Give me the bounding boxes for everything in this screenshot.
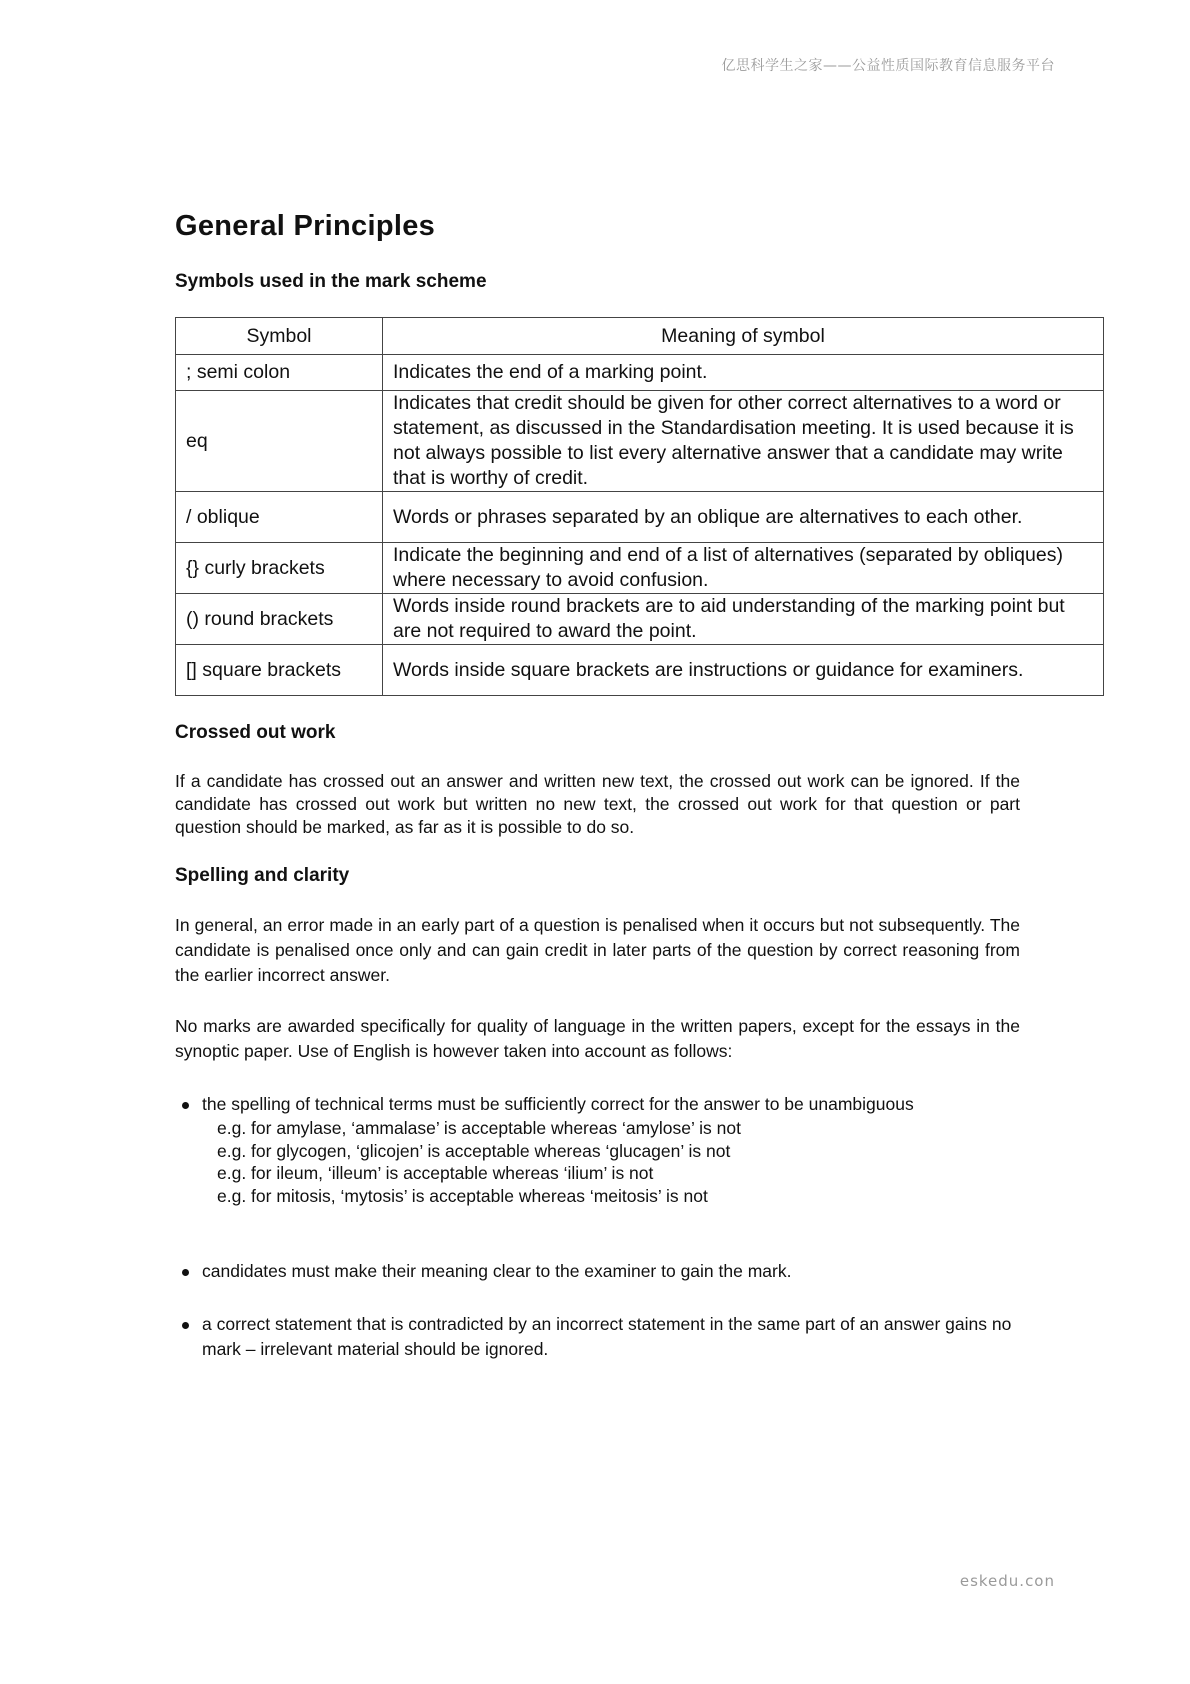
example-line: e.g. for ileum, ‘illeum’ is acceptable whereas ‘ilium’ is not bbox=[217, 1163, 654, 1183]
spelling-paragraph-2: No marks are awarded specifically for quality of language in the written papers, except for the essays in the synoptic paper. Use of English is however taken into account as follows: bbox=[175, 1016, 1020, 1061]
list-item-text: candidates must make their meaning clear to the examiner to gain the mark. bbox=[202, 1261, 792, 1281]
symbol-cell: [] square brackets bbox=[176, 645, 383, 696]
crossed-paragraph: If a candidate has crossed out an answer and written new text, the crossed out work can be ignored. If the candidate has crossed out work but written no new text, the crossed out work for that question or part question should be marked, as far as it is possible to do so. bbox=[175, 771, 1020, 837]
list-item-text: a correct statement that is contradicted by an incorrect statement in the same part of an answer gains no mark – irrelevant material should be ignored. bbox=[202, 1314, 1012, 1359]
meaning-cell: Words inside round brackets are to aid understanding of the marking point but are not required to award the point. bbox=[383, 594, 1104, 645]
table-row bbox=[176, 492, 1104, 543]
page-title: General Principles bbox=[175, 210, 436, 242]
symbol-cell: ; semi colon bbox=[176, 355, 383, 391]
meaning-cell: Indicates the end of a marking point. bbox=[383, 355, 1104, 391]
language-rules-list bbox=[175, 1092, 1035, 1362]
page-content bbox=[175, 210, 1105, 1362]
table-row bbox=[176, 594, 1104, 645]
table-row bbox=[176, 543, 1104, 594]
meaning-cell: Words or phrases separated by an oblique are alternatives to each other. bbox=[383, 492, 1104, 543]
meaning-cell: Indicate the beginning and end of a list of alternatives (separated by obliques) where necessary to avoid confusion. bbox=[383, 543, 1104, 594]
header-meaning: Meaning of symbol bbox=[383, 318, 1104, 355]
bullet-icon bbox=[182, 1102, 189, 1109]
table-row bbox=[176, 645, 1104, 696]
example-line: e.g. for mitosis, ‘mytosis’ is acceptable whereas ‘meitosis’ is not bbox=[217, 1185, 708, 1206]
spelling-paragraph-1: In general, an error made in an early part of a question is penalised when it occurs but not subsequently. The candidate is penalised once only and can gain credit in later parts of the question by correct reasoning from the earlier incorrect answer. bbox=[175, 915, 1020, 985]
list-item-text: the spelling of technical terms must be sufficiently correct for the answer to be unambiguous bbox=[202, 1094, 914, 1114]
bullet-icon bbox=[182, 1322, 189, 1329]
list-item bbox=[175, 1259, 1035, 1284]
symbol-cell: {} curly brackets bbox=[176, 543, 383, 594]
list-item bbox=[175, 1092, 1035, 1207]
header-symbol: Symbol bbox=[176, 318, 383, 355]
table-header-row bbox=[176, 318, 1104, 355]
example-line: e.g. for glycogen, ‘glicojen’ is acceptable whereas ‘glucagen’ is not bbox=[217, 1140, 731, 1161]
bullet-icon bbox=[182, 1269, 189, 1276]
footer-watermark: eskedu.con bbox=[959, 1572, 1055, 1590]
symbols-table bbox=[175, 317, 1104, 696]
table-row bbox=[176, 391, 1104, 492]
example-line: e.g. for amylase, ‘ammalase’ is acceptable whereas ‘amylose’ is not bbox=[217, 1118, 741, 1138]
meaning-cell: Indicates that credit should be given for other correct alternatives to a word or statement, as discussed in the Standardisation meeting. It is used because it is not always possible to list every alternative answer that a candidate may write that is worthy of credit. bbox=[383, 391, 1104, 492]
list-item bbox=[175, 1312, 1035, 1362]
symbols-heading: Symbols used in the mark scheme bbox=[175, 271, 487, 292]
examples-block bbox=[217, 1117, 1035, 1207]
meaning-cell: Words inside square brackets are instructions or guidance for examiners. bbox=[383, 645, 1104, 696]
crossed-heading: Crossed out work bbox=[175, 722, 336, 743]
spelling-heading: Spelling and clarity bbox=[175, 865, 350, 886]
header-watermark: 亿思科学生之家——公益性质国际教育信息服务平台 bbox=[721, 58, 1055, 74]
table-row bbox=[176, 355, 1104, 391]
symbol-cell: () round brackets bbox=[176, 594, 383, 645]
symbol-cell: / oblique bbox=[176, 492, 383, 543]
symbol-cell: eq bbox=[176, 391, 383, 492]
